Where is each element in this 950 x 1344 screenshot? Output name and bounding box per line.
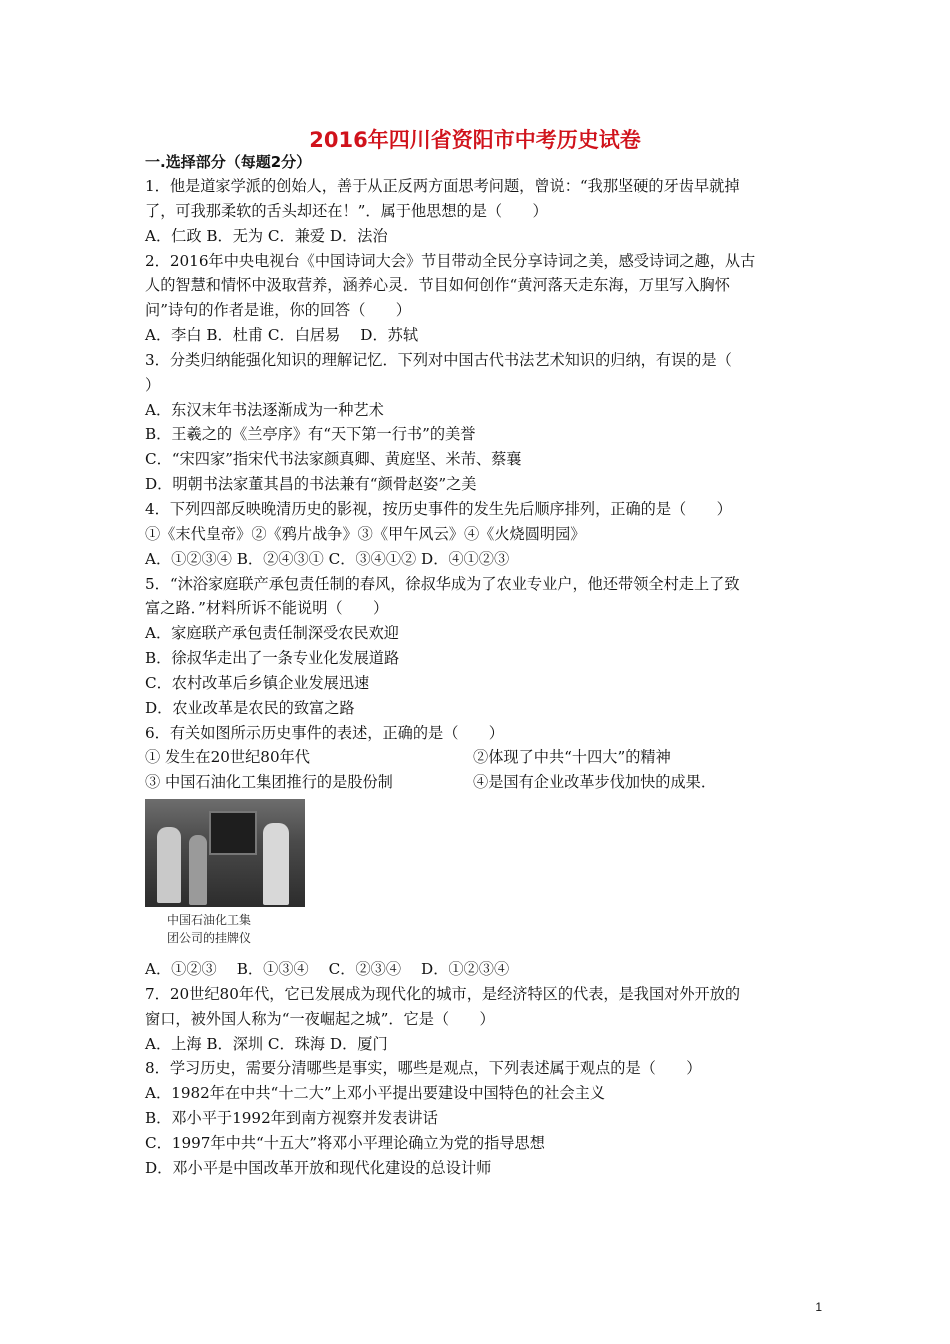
question-text: 了，可我那柔软的舌头却还在！”．属于他思想的是（ ） <box>145 201 548 220</box>
question-text: 6．有关如图所示历史事件的表述，正确的是（ ） <box>145 723 504 742</box>
answer-options: A．①②③④ B．②④③① C．③④①② D．④①②③ <box>145 549 510 568</box>
statement-2: ②体现了中共“十四大”的精神 <box>473 748 671 767</box>
answer-options: A．上海 B．深圳 C．珠海 D．厦门 <box>145 1034 388 1053</box>
option-d: D．明朝书法家董其昌的书法兼有“颜骨赵姿”之美 <box>145 475 477 494</box>
option-a: A．1982年在中共“十二大”上邓小平提出要建设中国特色的社会主义 <box>145 1084 606 1103</box>
section-heading: 一.选择部分（每题2分） <box>145 153 312 171</box>
option-d: D．邓小平是中国改革开放和现代化建设的总设计师 <box>145 1158 492 1177</box>
caption-line: 团公司的挂牌仪 <box>167 931 252 946</box>
question-text: 窗口，被外国人称为“一夜崛起之城”．它是（ ） <box>145 1009 495 1028</box>
caption-line: 中国石油化工集 <box>167 913 252 928</box>
option-d: D．农业改革是农民的致富之路 <box>145 698 355 717</box>
option-a: A．东汉末年书法逐渐成为一种艺术 <box>145 400 384 419</box>
option-c: C．农村改革后乡镇企业发展迅速 <box>145 673 370 692</box>
statement-3: ③ 中国石油化工集团推行的是股份制 <box>145 773 393 792</box>
historical-photo <box>145 799 305 949</box>
question-text: 1．他是道家学派的创始人，善于从正反两方面思考问题，曾说：“我那坚硬的牙齿早就掉 <box>145 177 740 195</box>
question-text: 问”诗句的作者是谁，你的回答（ ） <box>145 301 411 320</box>
page-number: 1 <box>815 1300 822 1314</box>
question-text: 富之路．”材料所诉不能说明（ ） <box>145 599 389 618</box>
statement-1: ① 发生在20世纪80年代 <box>145 748 310 767</box>
statement-row <box>145 745 813 770</box>
option-c: C．1997年中共“十五大”将邓小平理论确立为党的指导思想 <box>145 1134 545 1152</box>
question-4 <box>145 497 813 572</box>
question-text: 7．20世纪80年代，它已发展成为现代化的城市，是经济特区的代表，是我国对外开放的 <box>145 984 741 1003</box>
question-2 <box>145 249 813 348</box>
exam-title: 2016年四川省资阳市中考历史试卷 <box>309 128 641 152</box>
question-text: ） <box>145 375 161 394</box>
photo-caption <box>167 911 251 947</box>
questions <box>145 174 813 1181</box>
question-text: 8．学习历史，需要分清哪些是事实，哪些是观点，下列表述属于观点的是（ ） <box>145 1059 702 1078</box>
option-a: A．家庭联产承包责任制深受农民欢迎 <box>145 624 399 643</box>
answer-options: A．仁政 B．无为 C．兼爱 D．法治 <box>145 226 388 245</box>
question-1 <box>145 174 813 249</box>
option-c: C．“宋四家”指宋代书法家颜真卿、黄庭坚、米芾、蔡襄 <box>145 450 522 469</box>
question-8 <box>145 1056 813 1180</box>
answer-options: A．李白 B．杜甫 C．白居易 D．苏轼 <box>145 326 419 345</box>
photo-image <box>145 799 305 907</box>
option-b: B．邓小平于1992年到南方视察并发表讲话 <box>145 1109 438 1128</box>
question-text: 5．“沐浴家庭联产承包责任制的春风，徐叔华成为了农业专业户，他还带领全村走上了致 <box>145 574 740 593</box>
statement-row <box>145 770 813 795</box>
question-7 <box>145 982 813 1057</box>
question-text: 3．分类归纳能强化知识的理解记忆．下列对中国古代书法艺术知识的归纳，有误的是（ <box>145 350 732 369</box>
question-6 <box>145 721 813 982</box>
question-text: 人的智慧和情怀中汲取营养，涵养心灵．节目如何创作“黄河落天走东海，万里写入胸怀 <box>145 276 730 295</box>
option-b: B．徐叔华走出了一条专业化发展道路 <box>145 649 400 668</box>
question-text: 2．2016年中央电视台《中国诗词大会》节目带动全民分享诗词之美，感受诗词之趣，从古 <box>145 251 756 270</box>
question-text: 4．下列四部反映晚清历史的影视，按历史事件的发生先后顺序排列，正确的是（ ） <box>145 499 732 518</box>
option-b: B．王羲之的《兰亭序》有“天下第一行书”的美誉 <box>145 425 476 444</box>
question-3 <box>145 348 813 497</box>
question-5 <box>145 572 813 721</box>
statement-4: ④是国有企业改革步伐加快的成果． <box>473 773 716 792</box>
question-text: ①《末代皇帝》②《鸦片战争》③《甲午风云》④《火烧圆明园》 <box>145 524 586 543</box>
answer-options: A．①②③ B．①③④ C．②③④ D．①②③④ <box>145 960 510 979</box>
